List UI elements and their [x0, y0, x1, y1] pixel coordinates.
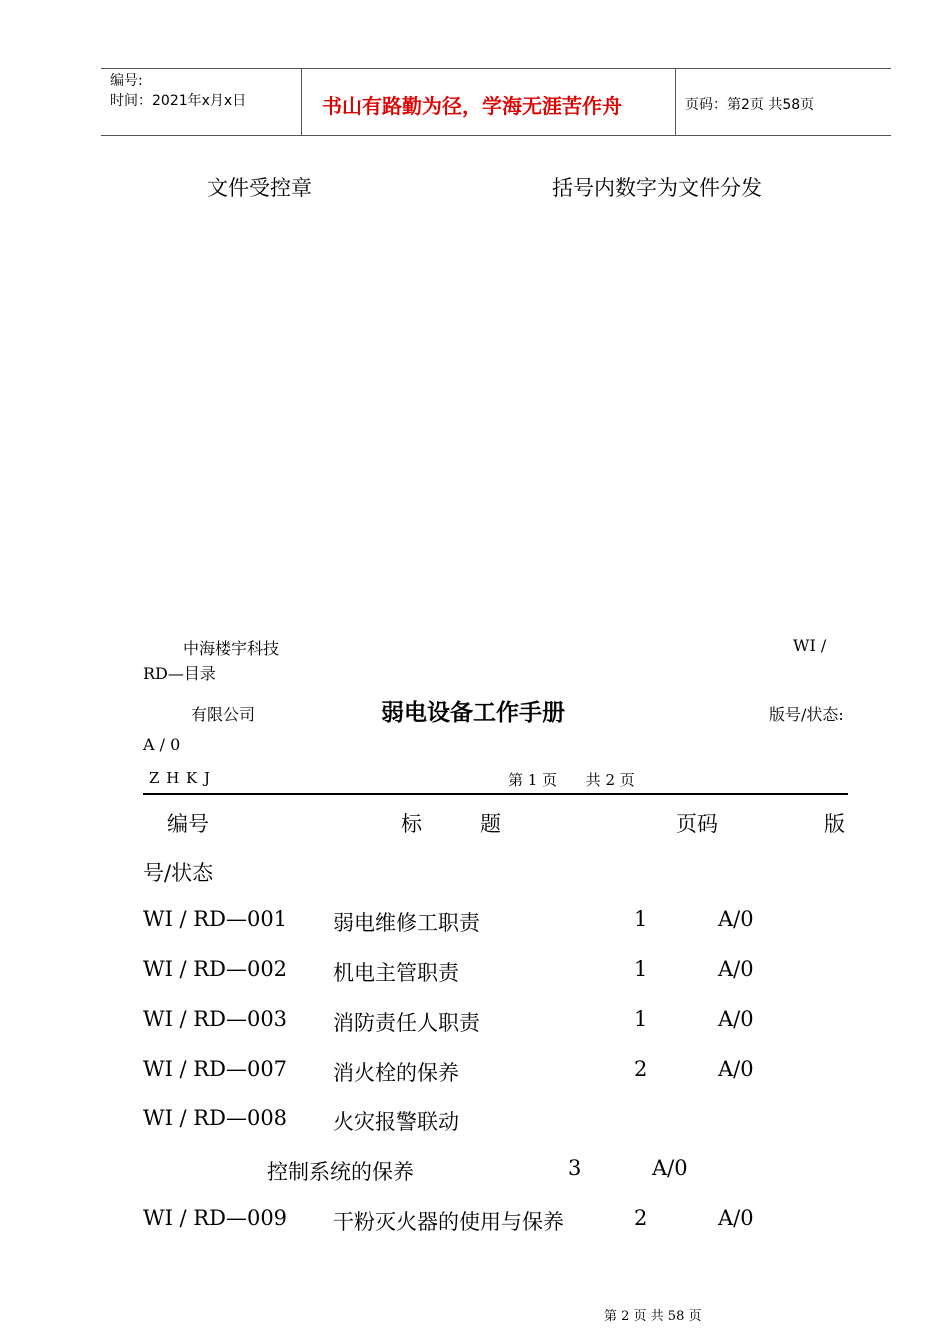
- header-page-info: 页码：第2页 共58页: [685, 97, 815, 113]
- header-top-border: [101, 68, 891, 69]
- version-label: 版号/状态:: [769, 705, 844, 724]
- row-page: 1: [634, 907, 648, 931]
- document-code: WI /: [793, 636, 827, 655]
- row-title: 干粉灭火器的使用与保养: [333, 1210, 564, 1234]
- header-rule: [143, 793, 848, 795]
- row-version: A/0: [718, 957, 754, 981]
- row-title: 机电主管职责: [333, 961, 459, 985]
- header-code-label: 编号:: [110, 73, 143, 89]
- row-code: WI / RD—009: [143, 1206, 288, 1230]
- row-code: WI / RD—008: [143, 1106, 288, 1130]
- col-header-code: 编号: [167, 812, 209, 836]
- row-version: A/0: [718, 907, 754, 931]
- col-header-version-b: 号/状态: [143, 861, 214, 885]
- row-code: WI / RD—007: [143, 1057, 288, 1081]
- header-divider-1: [301, 69, 302, 135]
- row-version: A/0: [652, 1156, 688, 1180]
- header-divider-2: [675, 69, 676, 135]
- company-name-line1: 中海楼宇科技: [183, 639, 280, 658]
- page-footer: 第 2 页 共 58 页: [604, 1309, 702, 1324]
- row-code: WI / RD—003: [143, 1007, 288, 1031]
- col-header-title-b: 题: [480, 812, 501, 836]
- row-page: 1: [634, 957, 648, 981]
- row-title: 消防责任人职责: [333, 1011, 480, 1035]
- row-title: 控制系统的保养: [267, 1160, 414, 1184]
- row-page: 2: [634, 1057, 648, 1081]
- row-code: WI / RD—002: [143, 957, 288, 981]
- version-value: A / 0: [143, 735, 181, 754]
- page-title: 弱电设备工作手册: [381, 699, 565, 726]
- document-control-stamp-label: 文件受控章: [207, 176, 312, 200]
- col-header-page: 页码: [676, 812, 718, 836]
- row-title: 火灾报警联动: [333, 1110, 459, 1134]
- row-version: A/0: [718, 1206, 754, 1230]
- row-code: WI / RD—001: [143, 907, 288, 931]
- row-page: 3: [568, 1156, 582, 1180]
- row-title: 消火栓的保养: [333, 1061, 459, 1085]
- header-time-label: 时间：2021年x月x日: [110, 93, 247, 109]
- header-motto: 书山有路勤为径，学海无涯苦作舟: [322, 94, 622, 118]
- row-version: A/0: [718, 1057, 754, 1081]
- company-name-line2: 有限公司: [191, 705, 256, 724]
- doc-page-indicator: 第 1 页 共 2 页: [508, 771, 635, 789]
- distribution-note: 括号内数字为文件分发: [552, 176, 762, 200]
- header-bottom-border: [101, 135, 891, 136]
- row-title: 弱电维修工职责: [333, 911, 480, 935]
- company-abbreviation: Z H K J: [149, 769, 212, 787]
- col-header-version-a: 版: [824, 812, 845, 836]
- row-version: A/0: [718, 1007, 754, 1031]
- document-code-continued: RD—目录: [143, 664, 216, 683]
- col-header-title-a: 标: [401, 812, 422, 836]
- row-page: 2: [634, 1206, 648, 1230]
- row-page: 1: [634, 1007, 648, 1031]
